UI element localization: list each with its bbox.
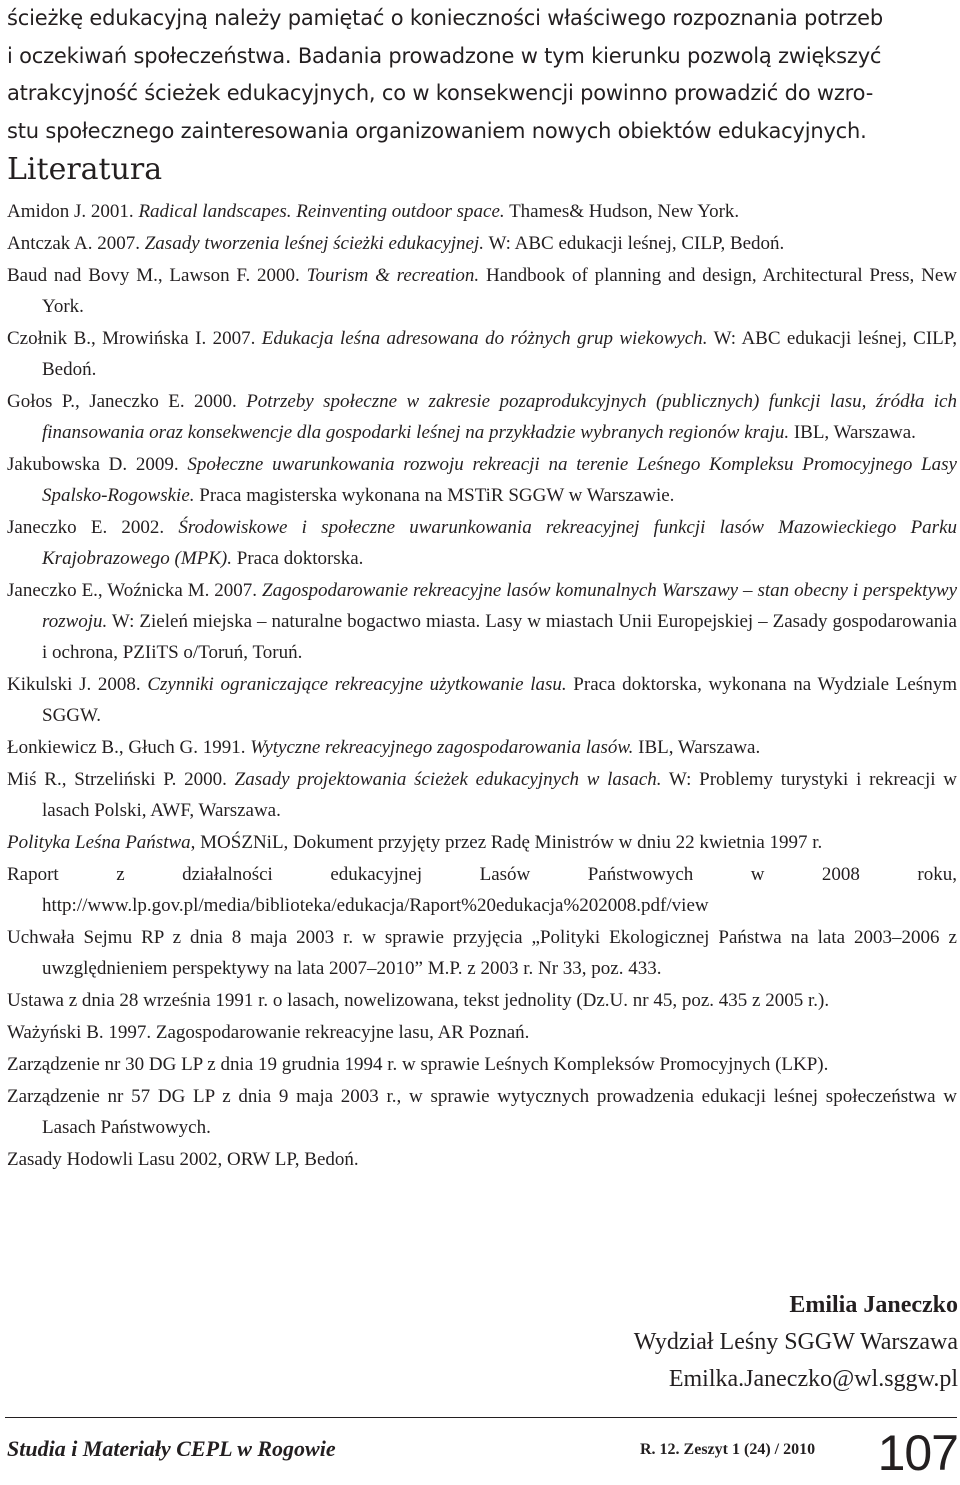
reference-source: W: Problemy turystyki i rekreacji w lasach Polski, AWF, Warszawa. bbox=[42, 769, 957, 821]
reference-source: , MOŚZNiL, Dokument przyjęty przez Radę Ministrów w dniu 22 kwietnia 1997 r. bbox=[190, 832, 823, 853]
reference-title: Zasady tworzenia leśnej ścieżki edukacyjnej. bbox=[144, 233, 485, 254]
reference-authors: Miś R., Strzeliński P. 2000. bbox=[7, 769, 235, 790]
reference-authors: Janeczko E. 2002. bbox=[7, 517, 179, 538]
reference-authors: Baud nad Bovy M., Lawson F. 2000. bbox=[7, 265, 307, 286]
author-affiliation: Wydział Leśny SGGW Warszawa bbox=[633, 1329, 958, 1355]
reference-source: Praca doktorska. bbox=[232, 548, 364, 569]
reference-authors: Ważyński B. 1997. Zagospodarowanie rekreacyjne lasu, AR Poznań. bbox=[7, 1022, 530, 1043]
intro-line: ścieżkę edukacyjną należy pamiętać o konieczności właściwego rozpoznania potrzeb bbox=[7, 6, 883, 30]
reference-source: IBL, Warszawa. bbox=[789, 422, 916, 443]
reference-entry bbox=[7, 575, 957, 668]
reference-authors: Czołnik B., Mrowińska I. 2007. bbox=[7, 328, 262, 349]
reference-authors: Uchwała Sejmu RP z dnia 8 maja 2003 r. w sprawie przyjęcia „Polityki Ekologicznej Państwa na lata 2003–2006 z uwzględnieniem perspektywy na lata 2007–2010” M.P. z 2003 r. Nr 33, poz. 433. bbox=[7, 927, 957, 979]
reference-authors: Antczak A. 2007. bbox=[7, 233, 145, 254]
intro-line: i oczekiwań społeczeństwa. Badania prowadzone w tym kierunku pozwolą zwiększyć bbox=[7, 43, 882, 68]
reference-entry bbox=[7, 985, 957, 1016]
reference-entry bbox=[7, 922, 957, 984]
reference-source: Praca magisterska wykonana na MSTiR SGGW w Warszawie. bbox=[194, 485, 675, 506]
reference-entry bbox=[7, 764, 957, 826]
reference-authors: Zarządzenie nr 30 DG LP z dnia 19 grudnia 1994 r. w sprawie Leśnych Kompleksów Promocyjnych (LKP). bbox=[7, 1054, 829, 1075]
footer-rule bbox=[5, 1417, 957, 1418]
reference-entry bbox=[7, 228, 957, 259]
reference-title: Czynniki ograniczające rekreacyjne użytkowanie lasu. bbox=[147, 674, 567, 695]
reference-authors: Gołos P., Janeczko E. 2000. bbox=[7, 391, 247, 412]
reference-title: Zasady projektowania ścieżek edukacyjnych w lasach. bbox=[234, 769, 662, 790]
intro-line: atrakcyjność ścieżek edukacyjnych, co w konsekwencji powinno prowadzić do wzro- bbox=[7, 81, 874, 105]
reference-entry bbox=[7, 1081, 957, 1143]
reference-title: Polityka Leśna Państwa bbox=[7, 832, 191, 853]
author-email[interactable]: Emilka.Janeczko@wl.sggw.pl bbox=[668, 1366, 958, 1392]
reference-title: Edukacja leśna adresowana do różnych grup wiekowych. bbox=[261, 328, 708, 349]
reference-authors: Łonkiewicz B., Głuch G. 1991. bbox=[7, 737, 251, 758]
reference-entry bbox=[7, 512, 957, 574]
section-heading: Literatura bbox=[7, 152, 163, 187]
journal-title: Studia i Materiały CEPL w Rogowie bbox=[7, 1436, 336, 1461]
reference-title: Tourism & recreation. bbox=[306, 265, 480, 286]
page-number: 107 bbox=[877, 1425, 958, 1481]
issue-info: R. 12. Zeszyt 1 (24) / 2010 bbox=[640, 1441, 816, 1458]
reference-title: Radical landscapes. Reinventing outdoor space. bbox=[138, 201, 505, 222]
reference-authors: Raport z działalności edukacyjnej Lasów Państwowych w 2008 roku, http://www.lp.gov.pl/media/biblioteka/edukacja/Raport%20edukacja%202008.pdf/view bbox=[7, 864, 957, 916]
intro-line: stu społecznego zainteresowania organizowaniem nowych obiektów edukacyjnych. bbox=[7, 118, 867, 143]
reference-entry bbox=[7, 386, 957, 448]
reference-entry bbox=[7, 732, 957, 763]
reference-authors: Jakubowska D. 2009. bbox=[7, 454, 188, 475]
reference-source: W: ABC edukacji leśnej, CILP, Bedoń. bbox=[484, 233, 785, 254]
reference-entry bbox=[7, 196, 957, 227]
reference-entry bbox=[7, 827, 957, 858]
reference-title: Zagospodarowanie rekreacyjne lasów komunalnych Warszawy – stan obecny i perspektywy rozwoju. bbox=[42, 580, 957, 632]
reference-title: Potrzeby społeczne w zakresie pozaprodukcyjnych (publicznych) funkcji lasu, źródła ich finansowania oraz konsekwencje dla gospodarki leśnej na przykładzie wybranych regionów kraju. bbox=[42, 391, 957, 443]
reference-authors: Janeczko E., Woźnicka M. 2007. bbox=[7, 580, 263, 601]
reference-authors: Zasady Hodowli Lasu 2002, ORW LP, Bedoń. bbox=[7, 1149, 359, 1170]
reference-title: Środowiskowe i społeczne uwarunkowania rekreacyjnej funkcji lasów Mazowieckiego Parku Krajobrazowego (MPK). bbox=[42, 517, 957, 569]
author-name: Emilia Janeczko bbox=[789, 1292, 958, 1318]
reference-list bbox=[7, 196, 957, 1176]
reference-authors: Amidon J. 2001. bbox=[7, 201, 139, 222]
reference-entry bbox=[7, 669, 957, 731]
reference-source: Praca doktorska, wykonana na Wydziale Leśnym SGGW. bbox=[42, 674, 957, 726]
author-block bbox=[634, 1287, 958, 1398]
reference-entry bbox=[7, 449, 957, 511]
reference-authors: Ustawa z dnia 28 września 1991 r. o lasach, nowelizowana, tekst jednolity (Dz.U. nr 45, poz. 435 z 2005 r.). bbox=[7, 990, 830, 1011]
reference-entry bbox=[7, 1049, 957, 1080]
reference-source: W: ABC edukacji leśnej, CILP, Bedoń. bbox=[42, 328, 957, 380]
reference-entry bbox=[7, 859, 957, 921]
reference-source: W: Zieleń miejska – naturalne bogactwo miasta. Lasy w miastach Unii Europejskiej – Zasady gospodarowania i ochrona, PZIiTS o/Toruń, Toruń. bbox=[42, 611, 957, 663]
reference-entry bbox=[7, 1017, 957, 1048]
reference-source: Thames& Hudson, New York. bbox=[504, 201, 740, 222]
reference-authors: Kikulski J. 2008. bbox=[7, 674, 148, 695]
reference-authors: Zarządzenie nr 57 DG LP z dnia 9 maja 2003 r., w sprawie wytycznych prowadzenia edukacji leśnej społeczeństwa w Lasach Państwowych. bbox=[7, 1086, 957, 1138]
reference-title: Społeczne uwarunkowania rozwoju rekreacji na terenie Leśnego Kompleksu Promocyjnego Lasy Spalsko-Rogowskie. bbox=[42, 454, 957, 506]
reference-entry bbox=[7, 1144, 957, 1175]
reference-entry bbox=[7, 323, 957, 385]
reference-title: Wytyczne rekreacyjnego zagospodarowania lasów. bbox=[250, 737, 634, 758]
reference-source: Handbook of planning and design, Architectural Press, New York. bbox=[42, 265, 957, 317]
reference-entry bbox=[7, 260, 957, 322]
intro-paragraph bbox=[7, 0, 957, 150]
reference-source: IBL, Warszawa. bbox=[633, 737, 761, 758]
